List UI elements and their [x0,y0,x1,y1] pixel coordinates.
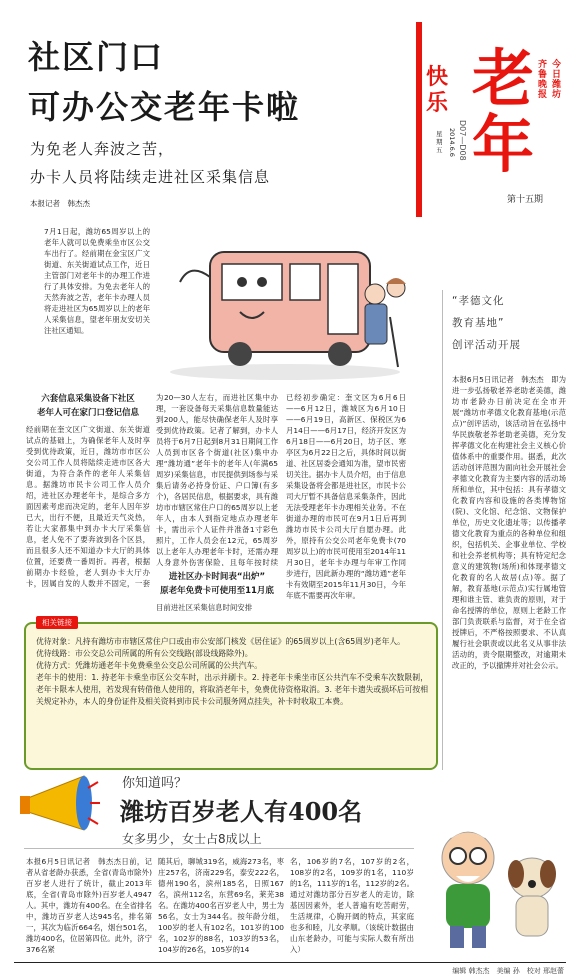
subhead-line2: 办卡人员将陆续走进社区采集信息 [30,168,271,186]
related-p3: 优待方式：凭潍坊通老年卡免费乘坐公交总公司所属的公共汽车。 [36,661,263,670]
related-p4: 老年卡的使用：1. 持老年卡乘坐市区公交车时，出示并刷卡。2. 持老年卡乘坐市区公共汽车不受乘车次数限制，老年卡限本人使用，若发现有转借他人使用的，将取消老年卡，免费优待资格取消。3. 老年卡遗失或损坏后可按相关规定补办，本人的身份证件及相关资料到市民卡公司服务网点挂失，补卡时收取工本费。 [36,673,428,706]
masthead-paper: 齐鲁晚报 [538,60,548,100]
masthead-daily: 今日潍坊 [552,60,562,100]
masthead-bar [416,22,422,217]
sidebar-title [452,290,521,356]
article1-lead: 7月1日起，潍坊65周岁以上的老年人就可以免费乘坐市区公交车出行了。经前期在金宝区广文街道、东关街道试点工作，近日主管部门对老年卡的办理工作进行了具体安排。为免去老年人的天然奔波之苦，老年卡办理人员将走进社区为65周岁以上的老年人采集信息，望老年朋友安切关注社区通知。 [44,227,150,335]
col1-heading-1: 六套信息采集设备下社区 [41,394,135,404]
feature-subtitle: 女多男少，女士占8成以上 [122,832,262,846]
col2-heading-1: 进社区办卡时间表“出炉” [168,572,266,582]
article1-col1-body: 经前期在奎文区广文街道、东关街道试点的基础上，为确保老年人及时享受到优待政策，近日，潍坊市市区公交公司工作人员将陆续走进市区各大街道，为符合条件的老年人采集信息。据潍坊市民卡公司工作人员介绍，进社区办理老年卡，是综合多方面因素考虑而决定的，老年人因年岁已大，出行不便，且最近天气炎热，若让大家都集中到办卡大厅采集信息，老人免不了要奔波到各个区县，而且很多人还不知道办卡大厅的具体位置，还要费一番周折。再者，根据前期办卡经验，老人到办卡大厅办卡，因属自发的人数并不固定，一套 [26,425,150,588]
feature-col3: 名，106岁的7名，107岁的2名，108岁的2名，109岁的1名，110岁的1名，111岁的1名，112岁的2名。通过对潍坊部分百岁老人的走访，除基因因素外，老人普遍有吃苦耐劳，生活规律，心胸开阔的特点，其家庭也多和睦，儿女孝顺。（该统计数据由山东老龄办，可能与实际人数有所出入） [290,857,414,954]
sidebar-title-1: “孝德文化 [452,295,505,307]
col1-heading-2: 老年人可在家门口登记信息 [36,408,139,418]
byline: 本报记者 韩杰杰 [30,199,90,208]
masthead-weekday: 星期五 [436,130,443,154]
bus-illustration [160,222,410,382]
col1-heading [26,392,150,420]
feature-title: 潍坊百岁老人有400名 [120,797,363,826]
footer-credits: 编辑 韩杰杰 美编 孙 校对 邢赵蕾 [452,967,564,975]
masthead-laonian: 老年 [472,42,535,181]
article1-col2-body: 为20—30人左右，而进社区集中办理，一套设备每天采集信息数量能达到200人，能尽快确保老年人及时享受到优待政策。记者了解到，办卡人员将于6月7日起到8月31日期间工作人员到市区各个街道(社区)集中办理“潍坊通”老年卡的老年人(年满65周岁)采集信息，市民提供到场参与采集后请务必持身份证、户口簿(有多个)，各居民信息，根据要求，具有潍坊市市辖区常住户口的65周岁以上老年人，由本人到指定地点办理老年卡，需出示个人证件并准备1寸彩色照片，工作人员会在12元，65周岁以上老年人办理老年卡时，还需办理人身意外伤害保险，且每年按时续 [156,393,278,566]
sidebar-divider [442,290,443,770]
col2-heading-2: 原老年免费卡可使用至11月底 [160,586,274,596]
elder-dog-illustration [420,818,570,958]
feature-col2: 随其后，聊城319名，威海273名，枣庄257名，济南229名，泰安222名，德州190名，滨州185名，日照167名，滨州112名，东营69名，莱芜38名。在潍坊400名百岁老人中，男士为56名，女士为344名。按年龄分组，100岁的老人有102名，101岁的100名，102岁的88名，103岁的53名，104岁的26名，105岁的14 [158,857,284,954]
masthead-date: 2014.6.6 [448,128,456,157]
feature-kicker: 你知道吗？ [122,776,188,791]
sidebar-title-2: 教育基地” [452,317,505,329]
masthead-kuaile: 快乐 [426,64,449,116]
subhead-line1: 为免老人奔波之苦， [30,140,175,158]
feature-col1: 本报6月5日讯记者 韩杰杰日前，记者从省老龄办获悉，全省(青岛市除外)百岁老人进行了统计，截止2013年底，全省(青岛市除外)百岁老人4947人。其中，潍坊有400名。在全省排名中，潍坊百岁老人达945名，排名第一，其次为临沂664名，烟台501名，潍坊400名，位居第四位。此外，济宁376名紧 [26,857,152,954]
feature-rule [24,848,414,849]
megaphone-icon [14,768,100,838]
sidebar-body: 本报6月5日讯记者 韩杰杰 即为进一步弘扬敬老养老助老美德，潍坊市老龄办日前决定在全市开展“潍坊市孝德文化教育基地(示范点)”创评活动，该活动旨在弘扬中华民族敬老养老助老美德，充分发挥孝德文化在构建社会主义核心价值体系中的重要作用。据悉，此次活动创评范围为面向社会开展社会孝德文化教育为主要内容的活动场所和单位，其中包括：具有孝德文化教育内容和设施的各类博物馆(院)、文化馆、纪念馆、文物保护单位，历史文化遗址等；以传播孝德文化教育为重点的各种单位和组织，包括机关、企事业单位、学校和社会养老机构等；具有特定纪念意义的建筑物(场所)和体现孝德文化教育的名人故居(点)等。据了解，教育基地(示范点)实行属地管理和谁主管、谁负责的原则，对于命名授牌的单位，原则上老龄工作部门负责联系与监督，对于在全省授牌后，不严格按照要求、不认真履行社会职责或以此名义从事非法活动的，责令限期整改，对逾期未改正的，予以撤牌并对社会公示。 [452,375,566,670]
related-tag: 相关链接 [36,616,78,629]
sidebar-title-3: 创评活动开展 [452,339,521,351]
article1-col3-body: 已经初步确定：奎文区为6月6日——6月12日，潍城区为6月10日——6月19日，高新区、保税区为6月14日——6月17日，经济开发区为6月18日——6月20日，坊子区、寒亭区为6月22日之后，具体时间以街道、社区居委会通知为准，望市民密切关注。据办卡人员介绍，由于信息采集设备将会都是进社区，市民卡公司大厅暂不具备信息采集条件，因此无法受理老年卡办理相关业务。不在街道办理的市民可在9月1日后再到潍坊市民卡公司大厅自愿办理。此外，原持有公交公司老年免费卡(70周岁以上)的市民可使用至2014年11月30日，老年卡办理与年审工作同步进行，因此新办理的“潍坊通”老年卡有效期至2015年11月30日，今年年底不需要再次年审。 [286,393,406,600]
col2-heading [156,570,278,598]
headline-line1: 社区门口 [28,38,165,76]
related-p1: 优待对象：凡持有潍坊市市辖区常住户口或由市公安部门核发《居住证》的65周岁以上(含65周岁)老年人。 [36,637,405,646]
headline-line2: 可办公交老年卡啦 [28,88,301,126]
related-p2: 优待线路：市公交总公司所属的所有公交线路(部设线路除外)。 [36,649,253,658]
article1-col2-tail: 目前进社区采集信息时间安排 [156,603,253,612]
masthead-issue: 第十五期 [507,195,544,205]
related-body [36,636,428,764]
masthead-pages: D07—D08 [458,120,467,161]
footer-rule [14,962,566,963]
